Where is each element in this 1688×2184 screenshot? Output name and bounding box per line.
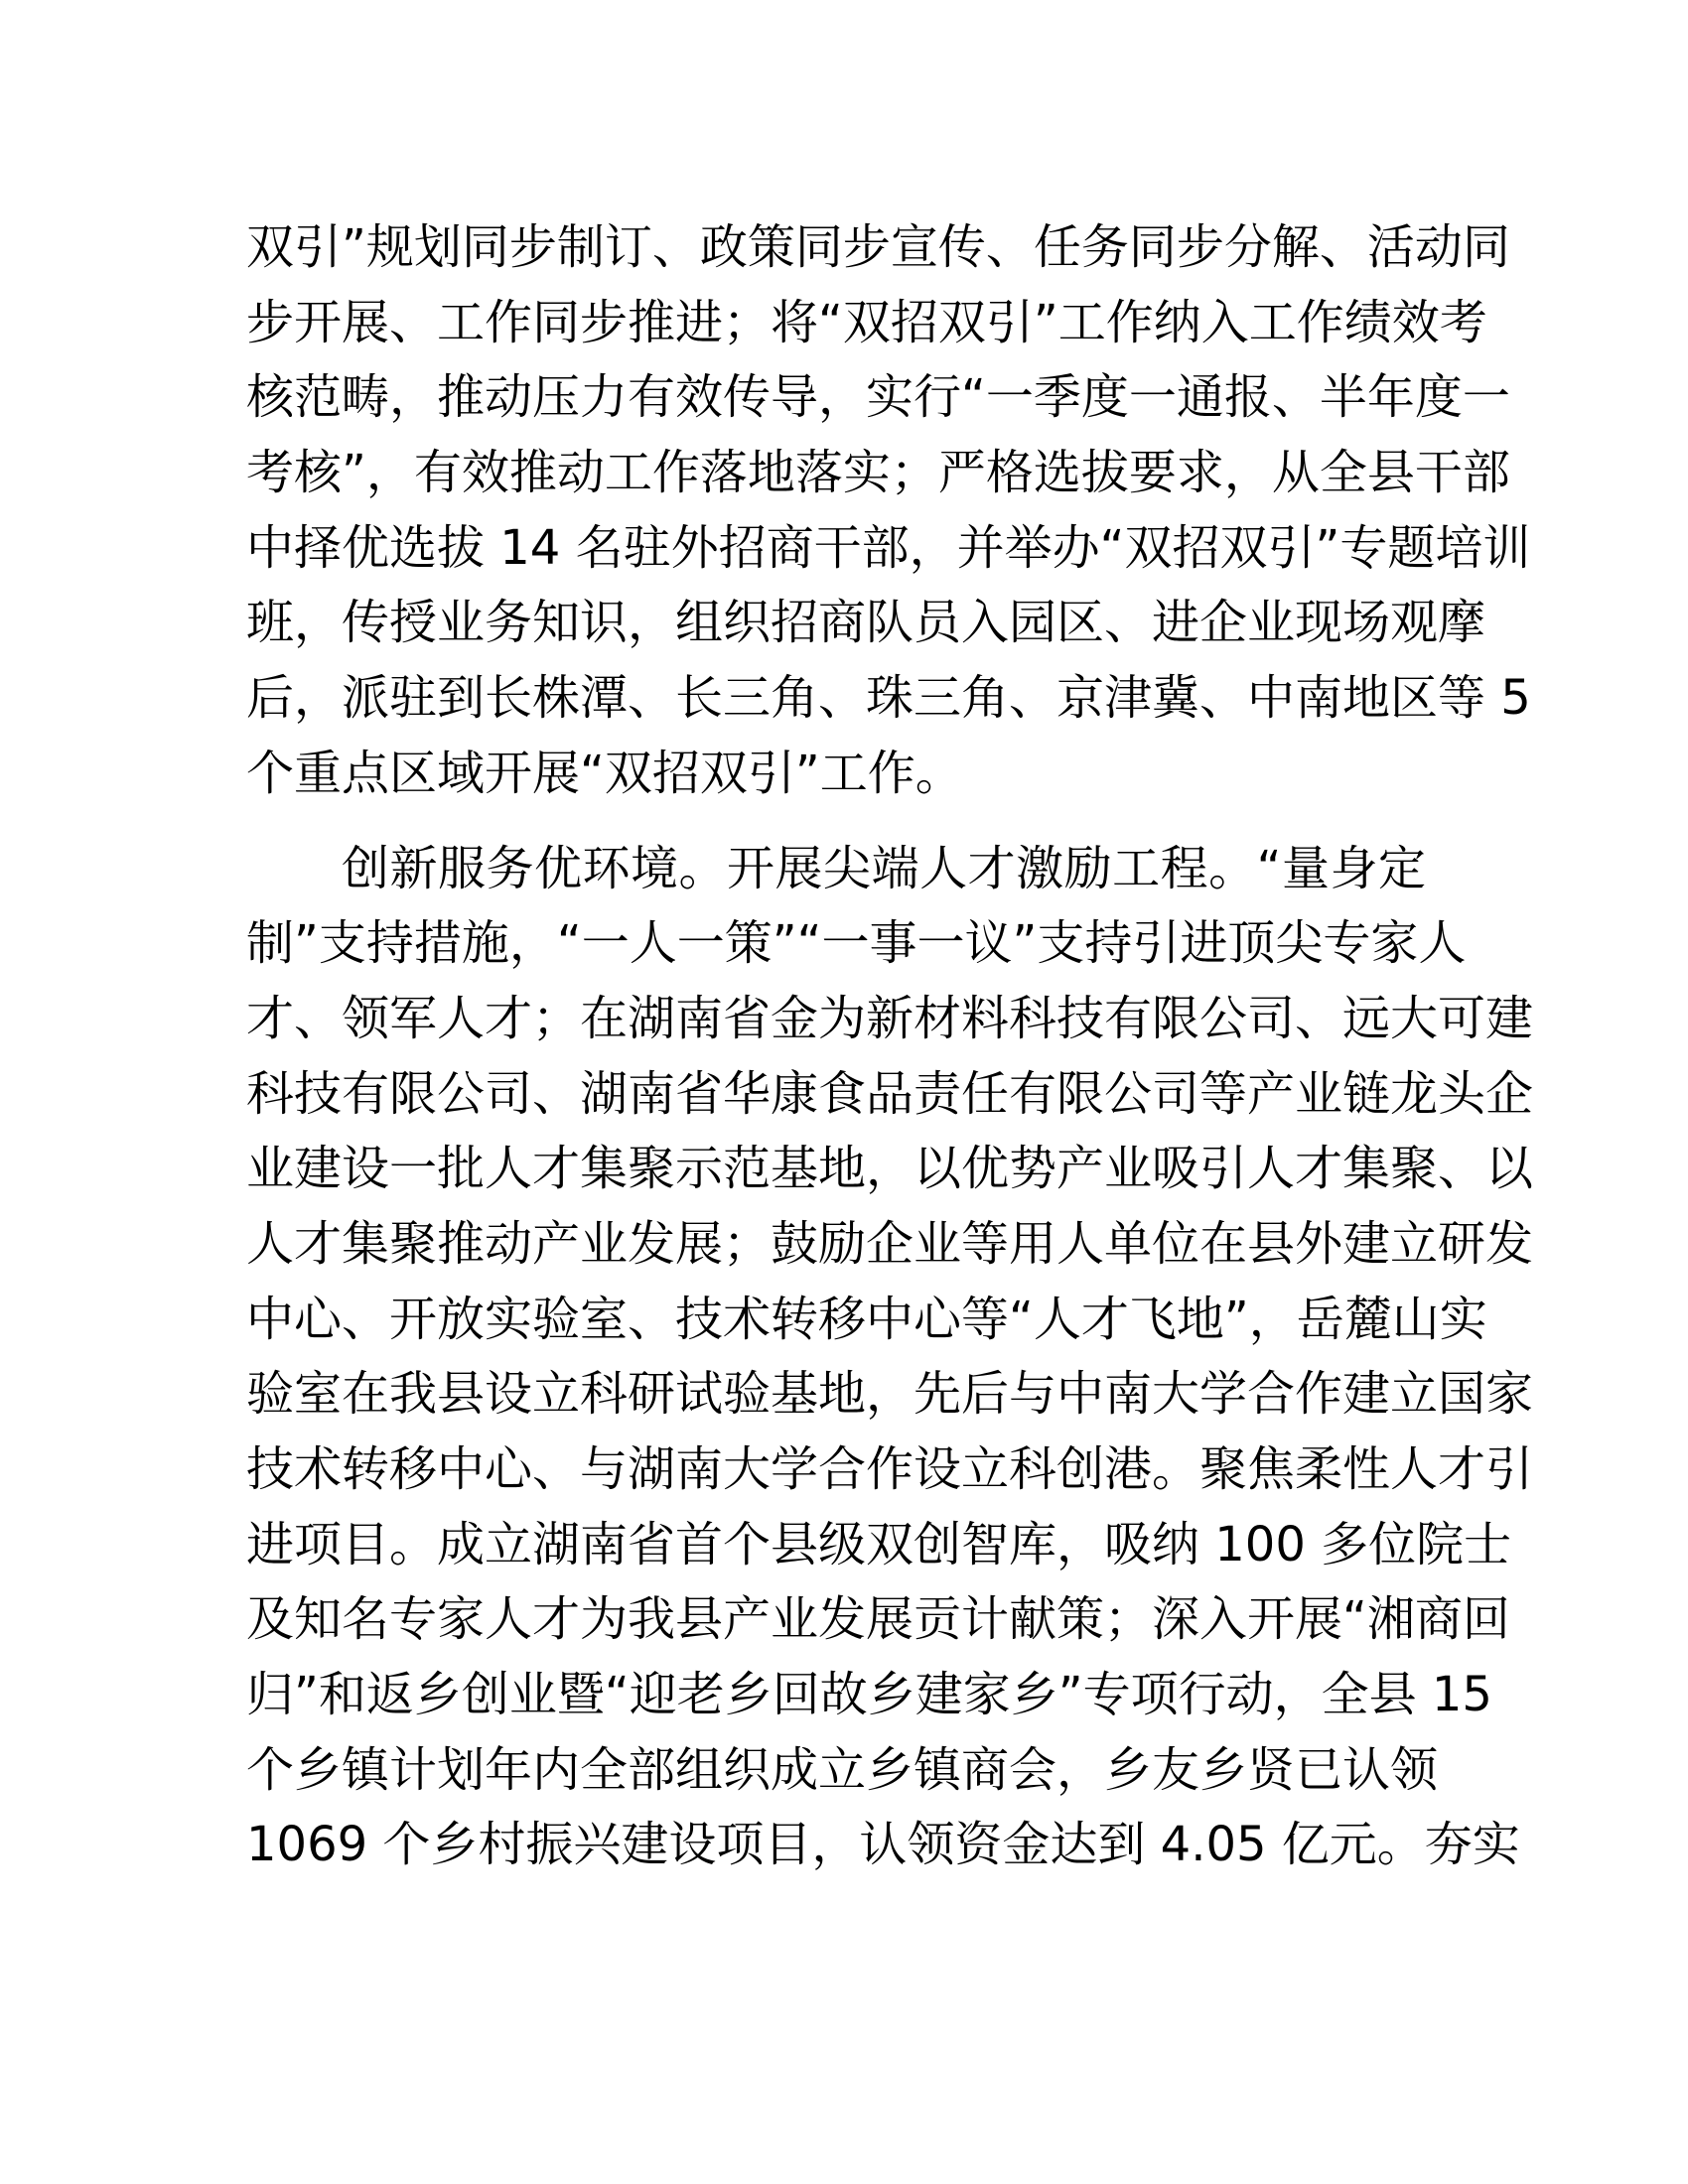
paragraph-1 [246, 210, 1531, 812]
document-page [246, 210, 1534, 1883]
text-line: 归”和返乡创业暨“迎老乡回故乡建家乡”专项行动，全县 15 [246, 1667, 1492, 1723]
text-line: 进项目。成立湖南省首个县级双创智库，吸纳 100 多位院士 [246, 1516, 1512, 1572]
text-line: 中择优选拔 14 名驻外招商干部，并举办“双招双引”专题培训 [246, 519, 1531, 576]
text-line: 核范畴，推动压力有效传导，实行“一季度一通报、半年度一 [246, 369, 1510, 426]
text-line: 双引”规划同步制订、政策同步宣传、任务同步分解、活动同 [246, 219, 1510, 275]
text-line: 考核”，有效推动工作落地落实；严格选拔要求，从全县干部 [246, 445, 1510, 501]
paragraph-2 [246, 832, 1534, 1884]
text-line: 步开展、工作同步推进；将“双招双引”工作纳入工作绩效考 [246, 294, 1487, 350]
text-line: 1069 个乡村振兴建设项目，认领资金达到 4.05 亿元。夯实 [246, 1817, 1520, 1873]
text-line: 业建设一批人才集聚示范基地，以优势产业吸引人才集聚、以 [246, 1141, 1534, 1197]
text-line: 制”支持措施，“一人一策”“一事一议”支持引进顶尖专家人 [246, 915, 1467, 972]
text-line: 人才集聚推动产业发展；鼓励企业等用人单位在县外建立研发 [246, 1215, 1534, 1272]
text-line: 创新服务优环境。开展尖端人才激励工程。“量身定 [342, 840, 1426, 896]
text-line: 及知名专家人才为我县产业发展贡计献策；深入开展“湘商回 [246, 1591, 1510, 1648]
text-line: 中心、开放实验室、技术转移中心等“人才飞地”，岳麓山实 [246, 1291, 1487, 1347]
text-line: 后，派驻到长株潭、长三角、珠三角、京津冀、中南地区等 5 [246, 670, 1531, 727]
text-line: 个乡镇计划年内全部组织成立乡镇商会，乡友乡贤已认领 [246, 1741, 1439, 1798]
text-line: 科技有限公司、湖南省华康食品责任有限公司等产业链龙头企 [246, 1065, 1534, 1122]
text-line: 验室在我县设立科研试验基地，先后与中南大学合作建立国家 [246, 1366, 1534, 1423]
text-line: 才、领军人才；在湖南省金为新材料科技有限公司、远大可建 [246, 990, 1534, 1046]
text-line: 个重点区域开展“双招双引”工作。 [246, 745, 963, 801]
text-line: 班，传授业务知识，组织招商队员入园区、进企业现场观摩 [246, 595, 1486, 651]
text-line: 技术转移中心、与湖南大学合作设立科创港。聚焦柔性人才引 [246, 1441, 1534, 1497]
